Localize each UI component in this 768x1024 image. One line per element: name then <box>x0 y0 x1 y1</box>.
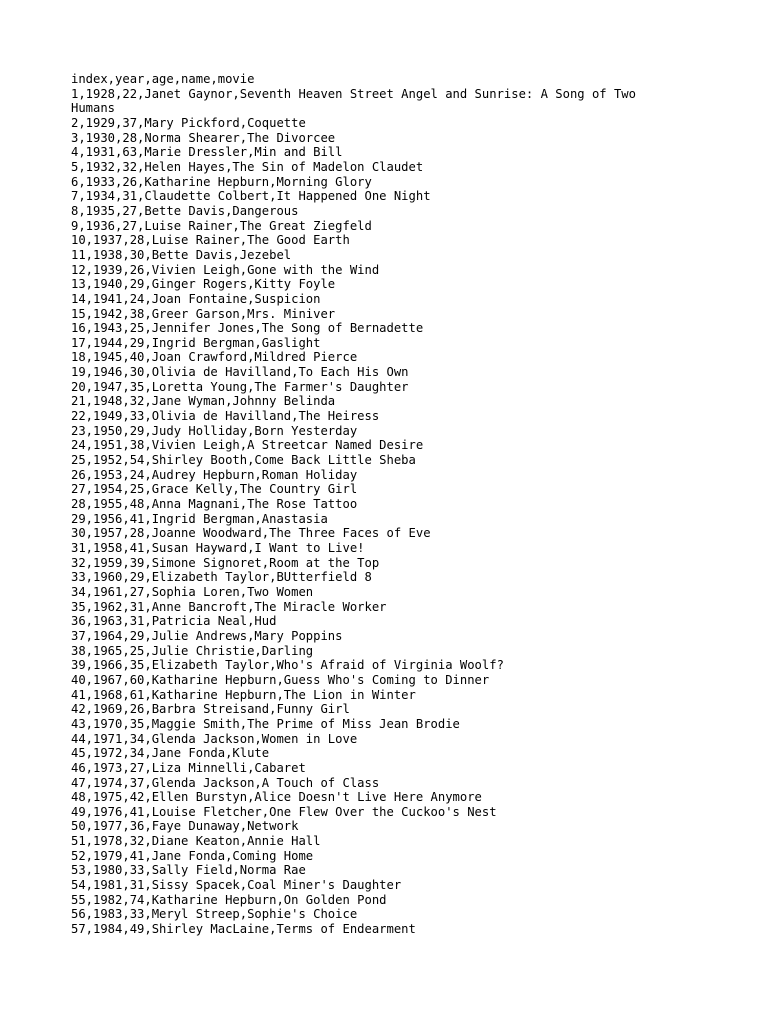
csv-row-39: 39,1966,35,Elizabeth Taylor,Who's Afraid of Virginia Woolf? <box>71 658 504 673</box>
csv-row-29: 29,1956,41,Ingrid Bergman,Anastasia <box>71 511 328 526</box>
csv-row-16: 16,1943,25,Jennifer Jones,The Song of Bernadette <box>71 321 424 336</box>
csv-row-14: 14,1941,24,Joan Fontaine,Suspicion <box>71 291 321 306</box>
csv-row-33: 33,1960,29,Elizabeth Taylor,BUtterfield 8 <box>71 570 372 585</box>
csv-row-11: 11,1938,30,Bette Davis,Jezebel <box>71 247 292 262</box>
csv-row-41: 41,1968,61,Katharine Hepburn,The Lion in Winter <box>71 687 416 702</box>
csv-row-23: 23,1950,29,Judy Holliday,Born Yesterday <box>71 423 358 438</box>
csv-row-55: 55,1982,74,Katharine Hepburn,On Golden Pond <box>71 892 387 907</box>
csv-row-35: 35,1962,31,Anne Bancroft,The Miracle Worker <box>71 599 387 614</box>
csv-row-6: 6,1933,26,Katharine Hepburn,Morning Glory <box>71 174 372 189</box>
csv-row-13: 13,1940,29,Ginger Rogers,Kitty Foyle <box>71 277 336 292</box>
csv-row-5: 5,1932,32,Helen Hayes,The Sin of Madelon Claudet <box>71 159 424 174</box>
csv-row-3: 3,1930,28,Norma Shearer,The Divorcee <box>71 130 336 145</box>
csv-row-36: 36,1963,31,Patricia Neal,Hud <box>71 614 277 629</box>
csv-row-10: 10,1937,28,Luise Rainer,The Good Earth <box>71 233 350 248</box>
csv-row-44: 44,1971,34,Glenda Jackson,Women in Love <box>71 731 358 746</box>
csv-row-2: 2,1929,37,Mary Pickford,Coquette <box>71 115 306 130</box>
csv-row-9: 9,1936,27,Luise Rainer,The Great Ziegfeld <box>71 218 372 233</box>
csv-row-46: 46,1973,27,Liza Minnelli,Cabaret <box>71 760 306 775</box>
csv-row-52: 52,1979,41,Jane Fonda,Coming Home <box>71 848 314 863</box>
csv-row-45: 45,1972,34,Jane Fonda,Klute <box>71 746 270 761</box>
csv-row-37: 37,1964,29,Julie Andrews,Mary Poppins <box>71 628 343 643</box>
csv-row-50: 50,1977,36,Faye Dunaway,Network <box>71 819 299 834</box>
csv-row-8: 8,1935,27,Bette Davis,Dangerous <box>71 203 299 218</box>
csv-row-43: 43,1970,35,Maggie Smith,The Prime of Miss Jean Brodie <box>71 716 460 731</box>
csv-row-42: 42,1969,26,Barbra Streisand,Funny Girl <box>71 702 350 717</box>
csv-header-row: index,year,age,name,movie <box>71 72 255 86</box>
csv-row-40: 40,1967,60,Katharine Hepburn,Guess Who's Coming to Dinner <box>71 672 490 687</box>
csv-row-21: 21,1948,32,Jane Wyman,Johnny Belinda <box>71 394 336 409</box>
csv-row-32: 32,1959,39,Simone Signoret,Room at the Top <box>71 555 380 570</box>
csv-row-7: 7,1934,31,Claudette Colbert,It Happened One Night <box>71 189 431 204</box>
csv-row-25: 25,1952,54,Shirley Booth,Come Back Little Sheba <box>71 453 416 468</box>
csv-row-27: 27,1954,25,Grace Kelly,The Country Girl <box>71 482 358 497</box>
csv-row-47: 47,1974,37,Glenda Jackson,A Touch of Class <box>71 775 380 790</box>
csv-row-20: 20,1947,35,Loretta Young,The Farmer's Daughter <box>71 379 409 394</box>
csv-row-22: 22,1949,33,Olivia de Havilland,The Heiress <box>71 409 380 424</box>
csv-row-17: 17,1944,29,Ingrid Bergman,Gaslight <box>71 335 321 350</box>
csv-row-24: 24,1951,38,Vivien Leigh,A Streetcar Named Desire <box>71 438 424 453</box>
csv-row-51: 51,1978,32,Diane Keaton,Annie Hall <box>71 834 321 849</box>
csv-row-31: 31,1958,41,Susan Hayward,I Want to Live! <box>71 541 365 555</box>
csv-row-53: 53,1980,33,Sally Field,Norma Rae <box>71 863 306 878</box>
csv-row-18: 18,1945,40,Joan Crawford,Mildred Pierce <box>71 350 358 365</box>
csv-row-34: 34,1961,27,Sophia Loren,Two Women <box>71 584 314 599</box>
csv-text-block <box>71 72 671 937</box>
csv-row-1: 1,1928,22,Janet Gaynor,Seventh Heaven Street Angel and Sunrise: A Song of Two Humans <box>71 86 644 116</box>
csv-row-28: 28,1955,48,Anna Magnani,The Rose Tattoo <box>71 497 358 512</box>
csv-row-15: 15,1942,38,Greer Garson,Mrs. Miniver <box>71 306 336 321</box>
csv-row-48: 48,1975,42,Ellen Burstyn,Alice Doesn't Live Here Anymore <box>71 790 482 805</box>
csv-row-30: 30,1957,28,Joanne Woodward,The Three Faces of Eve <box>71 526 431 541</box>
csv-row-54: 54,1981,31,Sissy Spacek,Coal Miner's Daughter <box>71 878 402 893</box>
csv-row-19: 19,1946,30,Olivia de Havilland,To Each His Own <box>71 365 409 380</box>
csv-row-12: 12,1939,26,Vivien Leigh,Gone with the Wind <box>71 262 380 277</box>
csv-row-26: 26,1953,24,Audrey Hepburn,Roman Holiday <box>71 467 358 482</box>
csv-row-56: 56,1983,33,Meryl Streep,Sophie's Choice <box>71 907 358 922</box>
csv-row-57: 57,1984,49,Shirley MacLaine,Terms of Endearment <box>71 922 416 937</box>
csv-row-49: 49,1976,41,Louise Fletcher,One Flew Over the Cuckoo's Nest <box>71 804 497 819</box>
csv-row-38: 38,1965,25,Julie Christie,Darling <box>71 643 314 658</box>
csv-row-4: 4,1931,63,Marie Dressler,Min and Bill <box>71 145 343 160</box>
